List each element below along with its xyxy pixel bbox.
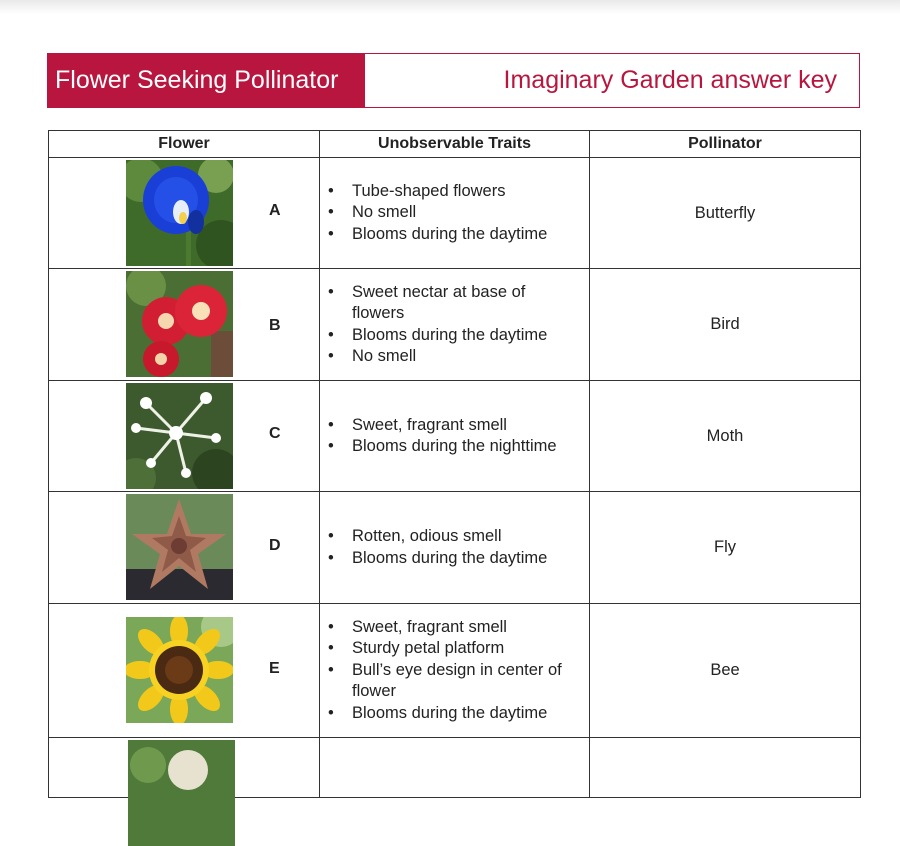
column-header-pollinator: Pollinator xyxy=(590,131,861,158)
flower-letter: B xyxy=(269,317,281,334)
flower-letter: D xyxy=(269,537,281,554)
traits-cell xyxy=(320,604,590,738)
trait-item: • No smell xyxy=(352,346,589,368)
traits-list xyxy=(320,526,589,569)
pollinator-cell: Moth xyxy=(590,381,861,492)
trait-item: • Blooms during the nighttime xyxy=(352,436,589,458)
table-header-row xyxy=(49,131,861,158)
trait-item: • Blooms during the daytime xyxy=(352,548,589,570)
traits-list xyxy=(320,181,589,246)
flower-photo-a xyxy=(126,160,233,266)
table-row xyxy=(49,381,861,492)
traits-cell xyxy=(320,158,590,269)
traits-cell xyxy=(320,492,590,604)
trait-item: • Sweet nectar at base of flowers xyxy=(352,282,589,325)
header-title: Flower Seeking Pollinator xyxy=(48,54,365,107)
traits-list xyxy=(320,415,589,458)
traits-cell xyxy=(320,738,590,798)
flower-letter: A xyxy=(269,202,281,219)
column-header-traits: Unobservable Traits xyxy=(320,131,590,158)
trait-item: • Bull’s eye design in center of flower xyxy=(352,660,589,703)
flower-cell xyxy=(49,738,320,798)
traits-cell xyxy=(320,269,590,381)
column-header-flower: Flower xyxy=(49,131,320,158)
pollinator-table xyxy=(48,130,861,798)
header-subtitle: Imaginary Garden answer key xyxy=(503,66,837,94)
trait-item: • Tube-shaped flowers xyxy=(352,181,589,203)
flower-photo-partial xyxy=(128,740,235,846)
table-row xyxy=(49,158,861,269)
flower-photo-b xyxy=(126,271,233,377)
table-row xyxy=(49,738,861,798)
trait-item: • Sweet, fragrant smell xyxy=(352,415,589,437)
trait-item: • Sturdy petal platform xyxy=(352,638,589,660)
flower-cell xyxy=(49,492,320,604)
flower-photo-e xyxy=(126,617,233,723)
pollinator-cell xyxy=(590,738,861,798)
table-row xyxy=(49,604,861,738)
trait-item: • Blooms during the daytime xyxy=(352,325,589,347)
table-row xyxy=(49,492,861,604)
flower-cell xyxy=(49,604,320,738)
flower-letter: E xyxy=(269,660,280,677)
flower-cell xyxy=(49,381,320,492)
pollinator-cell: Bird xyxy=(590,269,861,381)
pollinator-cell: Butterfly xyxy=(590,158,861,269)
worksheet-header xyxy=(47,53,860,108)
flower-letter: C xyxy=(269,425,281,442)
pollinator-cell: Fly xyxy=(590,492,861,604)
table-row xyxy=(49,269,861,381)
flower-photo-d xyxy=(126,494,233,600)
flower-photo-c xyxy=(126,383,233,489)
traits-cell xyxy=(320,381,590,492)
page-top-edge xyxy=(0,0,900,14)
traits-list xyxy=(320,282,589,368)
pollinator-cell: Bee xyxy=(590,604,861,738)
flower-cell xyxy=(49,269,320,381)
traits-list xyxy=(320,617,589,725)
trait-item: • Sweet, fragrant smell xyxy=(352,617,589,639)
trait-item: • Blooms during the daytime xyxy=(352,703,589,725)
trait-item: • Rotten, odious smell xyxy=(352,526,589,548)
flower-cell xyxy=(49,158,320,269)
trait-item: • No smell xyxy=(352,202,589,224)
trait-item: • Blooms during the daytime xyxy=(352,224,589,246)
